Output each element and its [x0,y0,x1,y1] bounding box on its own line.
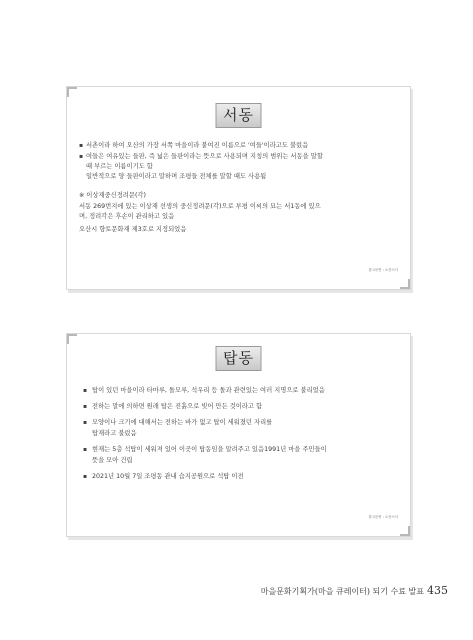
source-note: 참고문헌 : 오산시사 [368,515,398,519]
bullet-text: 2021년 10월 7일 조평동 관내 습지공원으로 석탑 이전 [92,473,244,480]
slide-tapdong [66,333,411,537]
bullet-text: 여들은 여유있는 들판, 즉 넓은 들판이라는 뜻으로 사용되며 지칭의 범위는 서동을 말할 [86,153,323,160]
slide-corner [67,87,77,97]
note-heading: ※ 이상재중신정려문(각) [79,192,146,199]
paragraph-line: 서동 269번지에 있는 이상재 선생의 중신정려문(각)으로 부평 이씨의 묘는 서1동에 있으 [79,203,321,210]
paragraph-line: 며, 정려각은 후손이 관리하고 있음 [79,213,175,220]
slide-title: 탑동 [215,346,262,371]
bullet-text: 일반적으로 양 들판이라고 말하며 조평들 전체를 말할 때도 사용됨 [86,173,267,180]
bullet-text: 탑재라고 불렀음 [92,430,137,437]
bullet-text: 현재는 5층 석탑이 세워져 있어 이곳이 탑동임을 알려주고 있음1991년 마을 주민들이 [92,446,327,453]
bullet-item [79,152,403,182]
slide-corner [400,279,410,289]
page-footer [261,584,448,597]
bullet-text: 서촌이라 하여 오산의 가장 서쪽 마을이라 붙여진 이름으로 '여들'이라고도 불렀음 [86,142,309,149]
bullet-text: 전하는 말에 의하면 원래 탑은 진흙으로 빚어 만든 것이라고 함 [92,403,263,410]
bullet-item [83,401,405,412]
paragraph [79,202,403,222]
bullet-item [83,417,405,439]
paragraph-line: 오산시 향토문화재 제3호로 지정되었음 [79,226,187,233]
slide-body [83,385,405,487]
bullet-text: 뜻을 모아 건립 [92,457,133,464]
slide-title: 서동 [215,103,262,128]
bullet-text: 탑이 있던 마을이라 타마루, 돌모루, 석우리 등 돌과 관련있는 여러 지명으로 불리었음 [92,387,325,394]
bullet-text: 모양이나 크기에 대해서는 전하는 바가 없고 탑이 세워졌던 자리를 [92,419,273,426]
source-note: 참고문헌 : 오산시사 [368,268,398,272]
slide-seodong [66,86,411,290]
slide-corner [400,526,410,536]
page-number: 435 [427,584,448,597]
bullet-text: 때 부르는 이름이기도 함 [86,163,153,170]
footer-text: 마을문화기획가(마을 큐레이터) 되기 수료 발표 [260,587,424,596]
bullet-item [83,444,405,466]
bullet-item [83,385,405,396]
slide-body [79,141,403,235]
slide-corner [67,334,77,344]
bullet-item [79,141,403,151]
bullet-item [83,471,405,482]
